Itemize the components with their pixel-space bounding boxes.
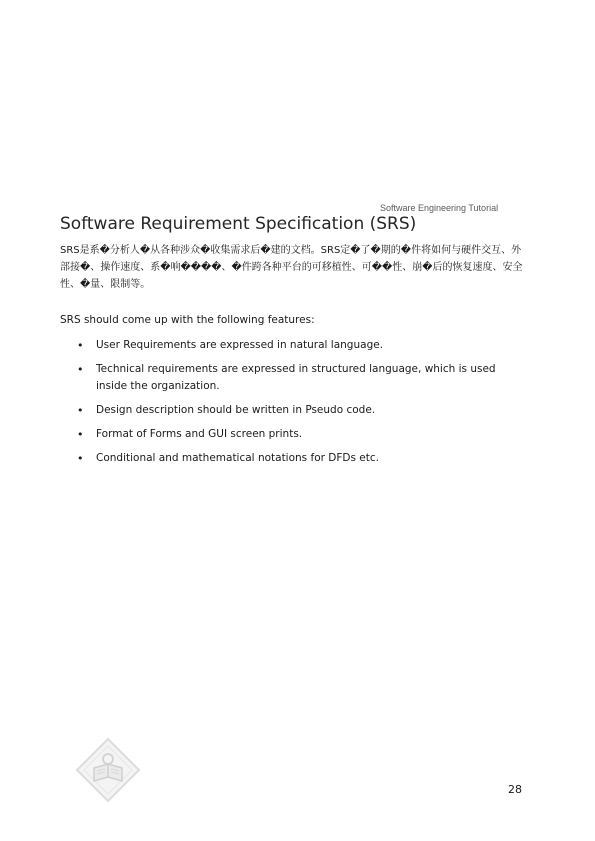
feature-text: Design description should be written in Pseudo code. xyxy=(96,404,376,416)
bullet-icon: • xyxy=(77,363,84,376)
chinese-paragraph: SRS是系�分析人�从各种涉众�收集需求后�建的文档。SRS定�了�期的�件将如何与硬件交互、外部接�、操作速度、系�响����、�件跨各种平台的可移植性、可��性、崩�后的恢复速度、安全性、�量、限制等。 xyxy=(60,245,523,290)
bullet-icon: • xyxy=(77,339,84,352)
feature-text: Technical requirements are expressed in structured language, which is used inside the organization. xyxy=(96,363,496,392)
list-item xyxy=(60,402,520,419)
list-item xyxy=(60,450,520,467)
feature-text: Format of Forms and GUI screen prints. xyxy=(96,428,303,440)
section-title: Software Requirement Specification (SRS) xyxy=(60,214,417,234)
list-item xyxy=(60,426,520,443)
features-intro: SRS should come up with the following features: xyxy=(60,314,315,326)
bullet-icon: • xyxy=(77,428,84,441)
tutorialspoint-logo-icon xyxy=(75,737,141,803)
running-header: Software Engineering Tutorial xyxy=(380,203,499,213)
page-number: 28 xyxy=(508,783,522,796)
list-item xyxy=(60,337,520,354)
features-list xyxy=(60,337,520,474)
bullet-icon: • xyxy=(77,452,84,465)
feature-text: Conditional and mathematical notations for DFDs etc. xyxy=(96,452,379,464)
bullet-icon: • xyxy=(77,404,84,417)
list-item xyxy=(60,361,520,395)
feature-text: User Requirements are expressed in natural language. xyxy=(96,339,384,351)
